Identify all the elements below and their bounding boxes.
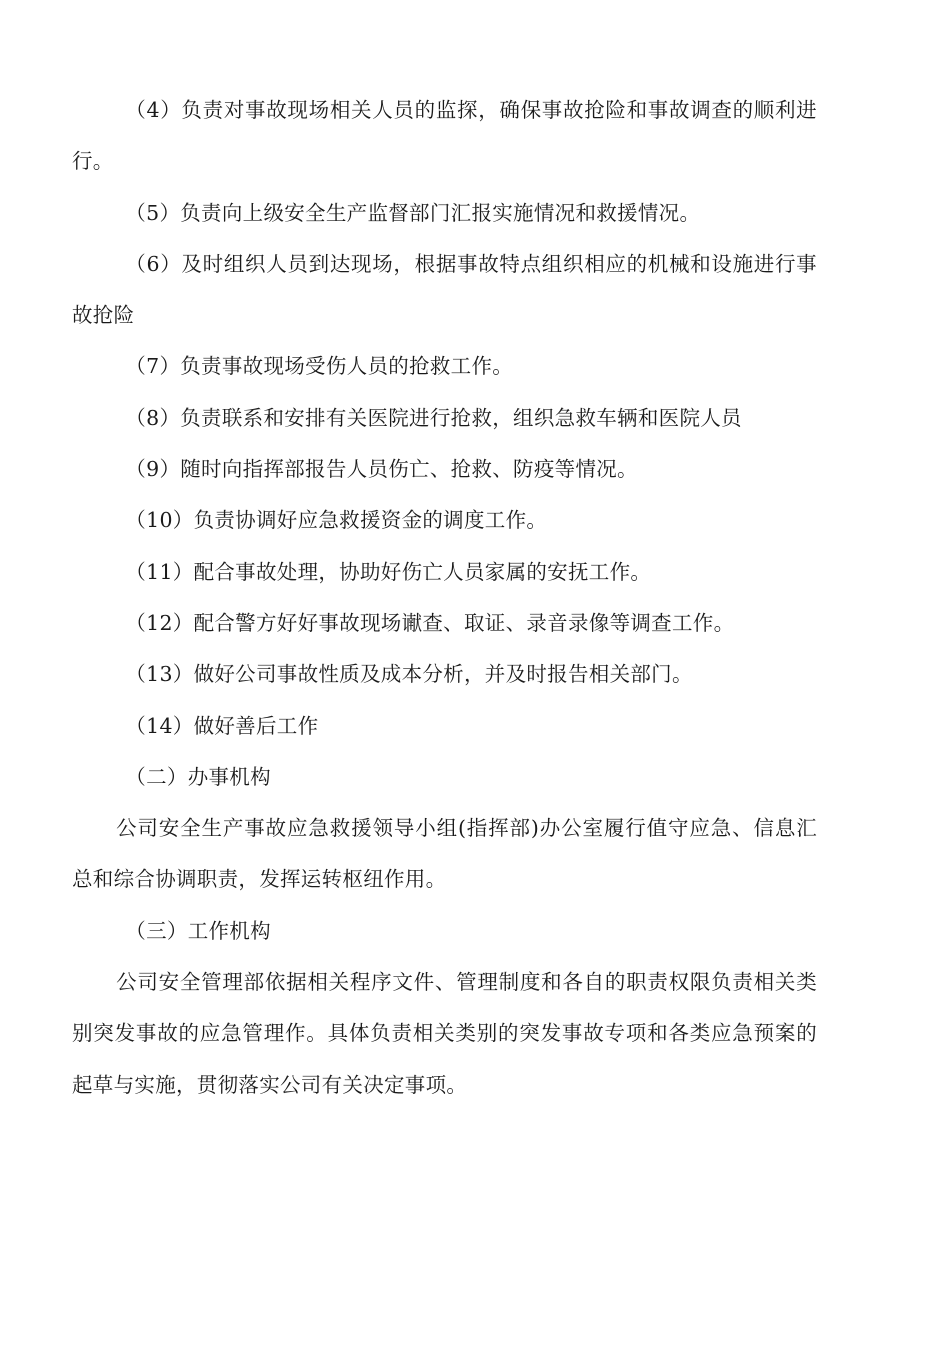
paragraph-item-9: （9）随时向指挥部报告人员伤亡、抢救、防疫等情况。 bbox=[125, 457, 638, 482]
paragraph-office-duties: 公司安全生产事故应急救援领导小组(指挥部)办公室履行值守应急、信息汇总和综合协调职责，发挥运转枢纽作用。 bbox=[72, 816, 817, 892]
paragraph-item-14: （14）做好善后工作 bbox=[125, 713, 319, 738]
section-heading-work-agency: （三）工作机构 bbox=[125, 918, 271, 943]
paragraph-item-11: （11）配合事故处理，协助好伤亡人员家属的安抚工作。 bbox=[125, 559, 652, 584]
paragraph-item-6: （6）及时组织人员到达现场，根据事故特点组织相应的机械和设施进行事故抢险 bbox=[72, 251, 817, 328]
document-body bbox=[72, 85, 817, 1111]
section-heading-office: （二）办事机构 bbox=[125, 764, 271, 789]
paragraph-item-7: （7）负责事故现场受伤人员的抢救工作。 bbox=[125, 354, 514, 379]
paragraph-item-12: （12）配合警方好好事故现场谳查、取证、录音录像等调查工作。 bbox=[125, 610, 735, 635]
paragraph-work-agency-duties: 公司安全管理部依据相关程序文件、管理制度和各自的职责权限负责相关类别突发事故的应急管理作。具体负责相关类别的突发事故专项和各类应急预案的起草与实施，贯彻落实公司有关决定事项。 bbox=[72, 970, 817, 1097]
paragraph-item-10: （10）负责协调好应急救援资金的调度工作。 bbox=[125, 508, 548, 533]
paragraph-item-5: （5）负责向上级安全生产监督部门汇报实施情况和救援情况。 bbox=[125, 200, 701, 225]
paragraph-item-13: （13）做好公司事故性质及成本分析，并及时报告相关部门。 bbox=[125, 662, 693, 687]
paragraph-item-4: （4）负责对事故现场相关人员的监探，确保事故抢险和事故调查的顺利进行。 bbox=[72, 98, 817, 174]
paragraph-item-8: （8）负责联系和安排有关医院进行抢救，组织急救车辆和医院人员 bbox=[125, 405, 742, 430]
